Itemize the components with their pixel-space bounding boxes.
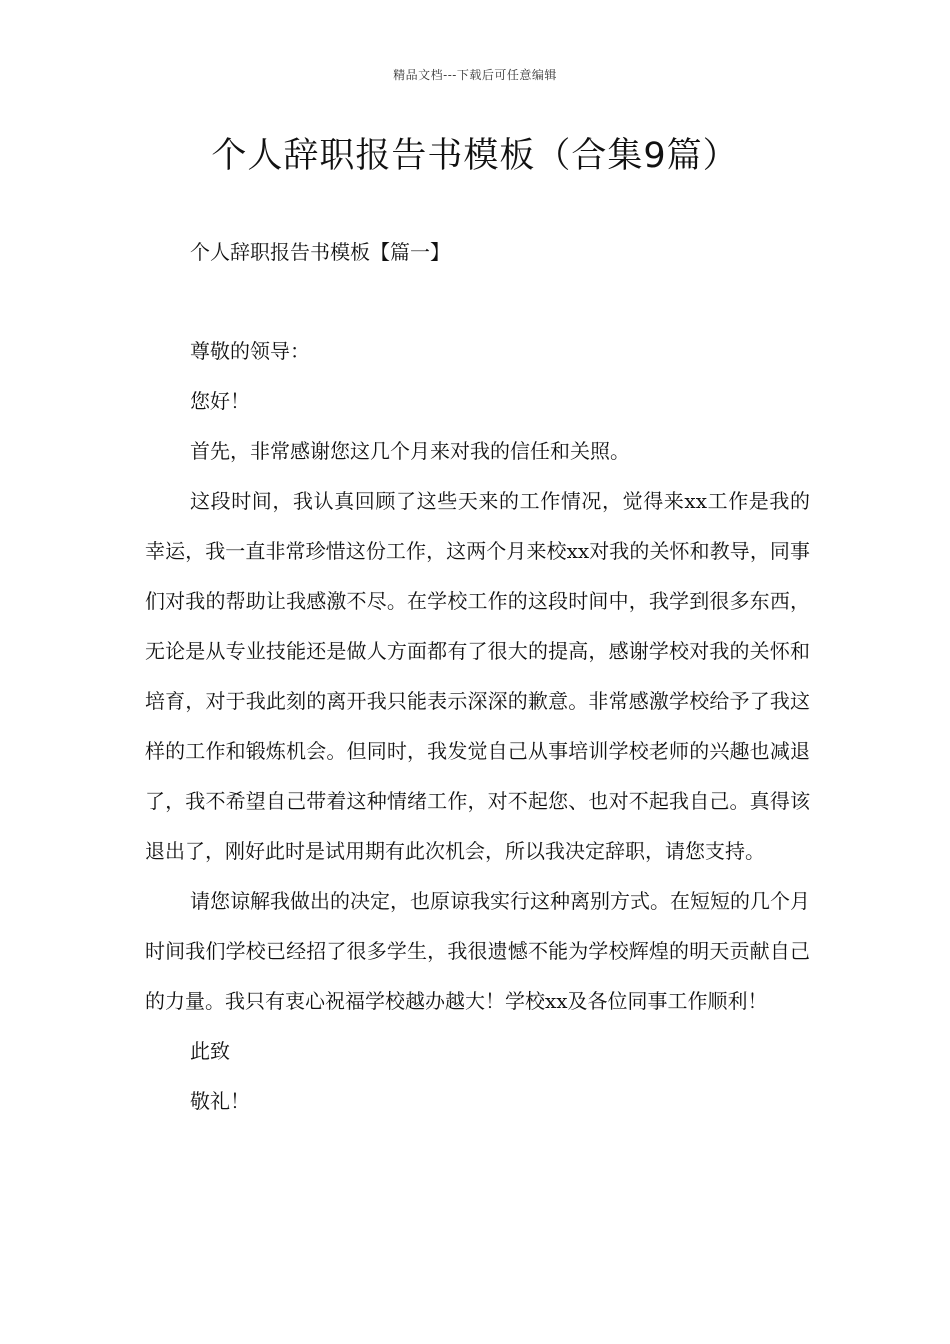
salutation: 尊敬的领导： [190,339,310,363]
document-title: 个人辞职报告书模板（合集9篇） [211,136,739,176]
letter-body [145,326,810,1126]
greeting: 您好！ [190,389,250,413]
closing-line: 此致 [190,1039,230,1063]
header-note: 精品文档---下载后可任意编辑 [393,68,557,82]
section-title: 个人辞职报告书模板【篇一】 [190,240,450,264]
body-paragraph: 这段时间，我认真回顾了这些天来的工作情况，觉得来xx工作是我的幸运，我一直非常珍惜这份工作，这两个月来校xx对我的关怀和教导，同事们对我的帮助让我感激不尽。在学校工作的这段时间中，我学到很多东西，无论是从专业技能还是做人方面都有了很大的提高，感谢学校对我的关怀和培育，对于我此刻的离开我只能表示深深的歉意。非常感激学校给予了我这样的工作和锻炼机会。但同时，我发觉自己从事培训学校老师的兴趣也减退了，我不希望自己带着这种情绪工作，对不起您、也对不起我自己。真得该退出了，刚好此时是试用期有此次机会，所以我决定辞职，请您支持。 [145,489,810,863]
closing-salute: 敬礼！ [190,1089,250,1113]
body-paragraph: 请您谅解我做出的决定，也原谅我实行这种离别方式。在短短的几个月时间我们学校已经招了很多学生，我很遗憾不能为学校辉煌的明天贡献自己的力量。我只有衷心祝福学校越办越大！学校xx及各位同事工作顺利！ [145,889,810,1013]
body-paragraph: 首先，非常感谢您这几个月来对我的信任和关照。 [190,439,630,463]
